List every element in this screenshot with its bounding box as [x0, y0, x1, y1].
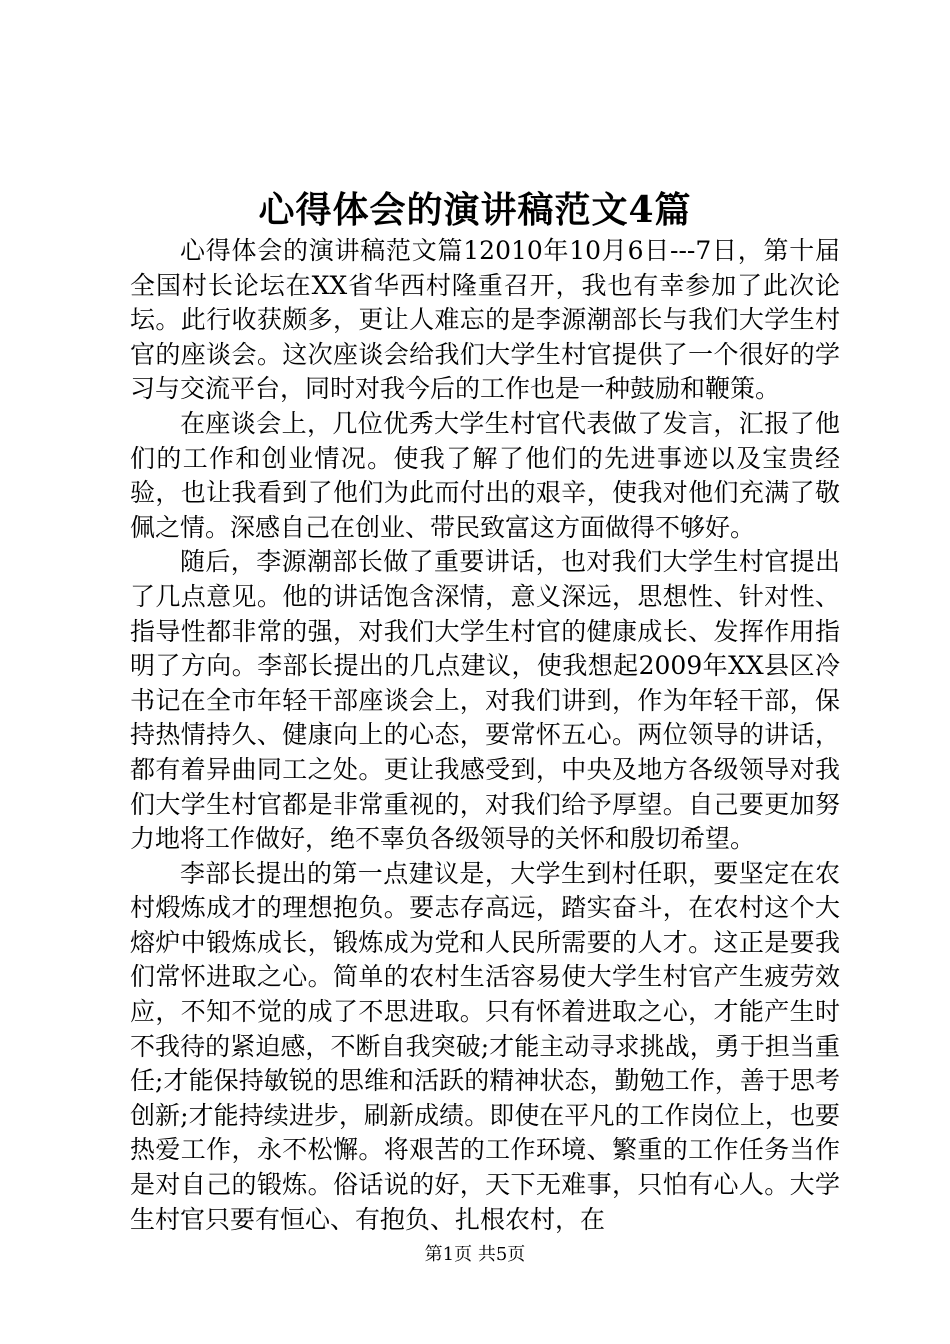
paragraph-3: 随后，李源潮部长做了重要讲话，也对我们大学生村官提出了几点意见。他的讲话饱含深情，意义深远，思想性、针对性、指导性都非常的强，对我们大学生村官的健康成长、发挥作用指明了方向。李部长提出的几点建议，使我想起2009年XX县区冷书记在全市年轻干部座谈会上，对我们讲到，作为年轻干部，保持热情持久、健康向上的心态，要常怀五心。两位领导的讲话，都有着异曲同工之处。更让我感受到，中央及地方各级领导对我们大学生村官都是非常重视的，对我们给予厚望。自己要更加努力地将工作做好，绝不辜负各级领导的关怀和殷切希望。 — [130, 547, 840, 854]
paragraph-1: 心得体会的演讲稿范文篇12010年10月6日---7日，第十届全国村长论坛在XX省华西村隆重召开，我也有幸参加了此次论坛。此行收获颇多，更让人难忘的是李源潮部长与我们大学生村官的座谈会。这次座谈会给我们大学生村官提供了一个很好的学习与交流平台，同时对我今后的工作也是一种鼓励和鞭策。 — [130, 236, 840, 404]
document-body — [130, 234, 840, 1237]
paragraph-4: 李部长提出的第一点建议是，大学生到村任职，要坚定在农村煅炼成才的理想抱负。要志存高远，踏实奋斗，在农村这个大熔炉中锻炼成长，锻炼成为党和人民所需要的人才。这正是要我们常怀进取之心。简单的农村生活容易使大学生村官产生疲劳效应，不知不觉的成了不思进取。只有怀着进取之心，才能产生时不我待的紧迫感，不断自我突破;才能主动寻求挑战，勇于担当重任;才能保持敏锐的思维和活跃的精神状态，勤勉工作，善于思考创新;才能持续进步，刷新成绩。即使在平凡的工作岗位上，也要热爱工作，永不松懈。将艰苦的工作环境、繁重的工作任务当作是对自己的锻炼。俗话说的好，天下无难事，只怕有心人。大学生村官只要有恒心、有抱负、扎根农村，在 — [130, 858, 840, 1234]
page-footer: 第1页 共5页 — [424, 1244, 526, 1265]
document-title: 心得体会的演讲稿范文4篇 — [258, 189, 692, 231]
paragraph-2: 在座谈会上，几位优秀大学生村官代表做了发言，汇报了他们的工作和创业情况。使我了解了他们的先进事迹以及宝贵经验，也让我看到了他们为此而付出的艰辛，使我对他们充满了敬佩之情。深感自己在创业、带民致富这方面做得不够好。 — [130, 408, 840, 542]
